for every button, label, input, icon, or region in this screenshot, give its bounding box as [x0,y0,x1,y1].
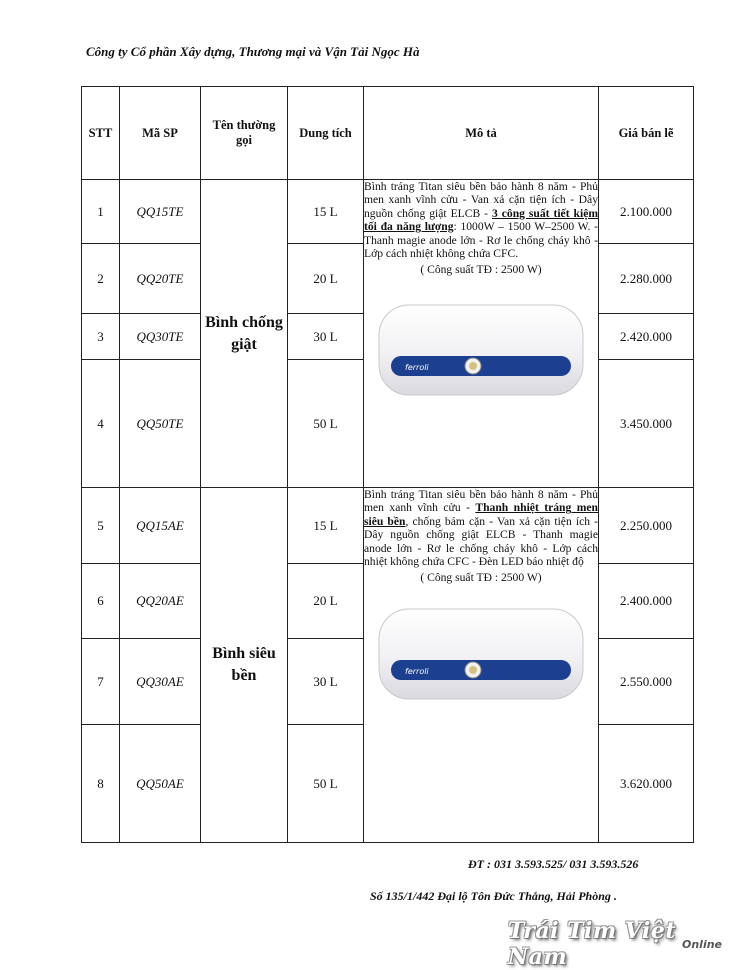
row-stt: 1 [82,180,120,244]
row-capacity: 30 L [288,314,364,360]
header-description: Mô tả [364,87,599,180]
description-text: Bình tráng Titan siêu bền bảo hành 8 năm - Phủ men xanh vĩnh cửu - Van xả cặn tiện ích - Dây nguồn chống giật ELCB - [364,180,598,220]
row-capacity: 15 L [288,180,364,244]
row-price: 2.250.000 [599,488,694,564]
watermark-sub: Online [682,938,723,951]
row-product-code: QQ15AE [120,488,201,564]
watermark: Trái Tim Việt Nam [508,918,676,970]
table-header-row [82,87,694,180]
row-stt: 7 [82,639,120,725]
group-name: Bình siêu bền [201,488,288,843]
row-price: 3.450.000 [599,360,694,488]
row-product-code: QQ20TE [120,244,201,314]
row-product-code: QQ50AE [120,725,201,843]
price-table [81,86,694,843]
row-capacity: 30 L [288,639,364,725]
power-note: ( Công suất TĐ : 2500 W) [420,571,542,585]
row-price: 2.550.000 [599,639,694,725]
brand-logo: ferroli [405,362,429,372]
row-product-code: QQ30AE [120,639,201,725]
row-stt: 3 [82,314,120,360]
description-text-rest: : 1000W – 1500 W–2500 W. - Thanh magie anode lớn - Rơ le chống cháy khô - Lớp cách nhiệt không chứa CFC. [364,220,598,261]
row-price: 2.420.000 [599,314,694,360]
table-row [82,180,694,244]
row-stt: 2 [82,244,120,314]
water-heater-image [377,303,585,399]
footer-address: Số 135/1/442 Đại lộ Tôn Đức Thắng, Hải Phòng . [370,889,617,903]
group-name: Bình chống giật [201,180,288,488]
description-text: Bình tráng Titan siêu bền bảo hành 8 năm - Phủ men xanh vĩnh cửu - [364,488,598,515]
row-capacity: 50 L [288,725,364,843]
row-price: 2.280.000 [599,244,694,314]
row-capacity: 20 L [288,564,364,639]
footer-phone: ĐT : 031 3.593.525/ 031 3.593.526 [468,857,639,871]
brand-logo: ferroli [405,666,429,676]
row-stt: 5 [82,488,120,564]
row-product-code: QQ15TE [120,180,201,244]
header-product-code: Mã SP [120,87,201,180]
group-description [364,180,599,488]
water-heater-image [377,607,585,703]
row-price: 3.620.000 [599,725,694,843]
description-highlight: Thanh nhiệt tráng men siêu bền [364,501,598,528]
header-capacity: Dung tích [288,87,364,180]
row-stt: 4 [82,360,120,488]
row-stt: 8 [82,725,120,843]
row-capacity: 50 L [288,360,364,488]
group-description [364,488,599,843]
row-product-code: QQ20AE [120,564,201,639]
table-row [82,488,694,564]
row-capacity: 15 L [288,488,364,564]
row-capacity: 20 L [288,244,364,314]
header-common-name: Tên thường gọi [201,87,288,180]
power-note: ( Công suất TĐ : 2500 W) [420,263,542,277]
description-text-rest: , chống bám cặn - Van xả cặn tiện ích - Dây nguồn chống giật ELCB - Thanh magie anode lớn - Rơ le chống cháy khô - Lớp cách nhiệt không chứa CFC - Đèn LED báo nhiệt độ [364,514,598,569]
row-product-code: QQ30TE [120,314,201,360]
header-retail-price: Giá bán lẽ [599,87,694,180]
company-name: Công ty Cổ phần Xây dựng, Thương mại và Vận Tải Ngọc Hà [86,44,420,59]
header-stt: STT [82,87,120,180]
row-price: 2.100.000 [599,180,694,244]
description-highlight: 3 công suất tiết kiệm tối đa năng lượng [364,206,598,234]
row-stt: 6 [82,564,120,639]
row-product-code: QQ50TE [120,360,201,488]
row-price: 2.400.000 [599,564,694,639]
